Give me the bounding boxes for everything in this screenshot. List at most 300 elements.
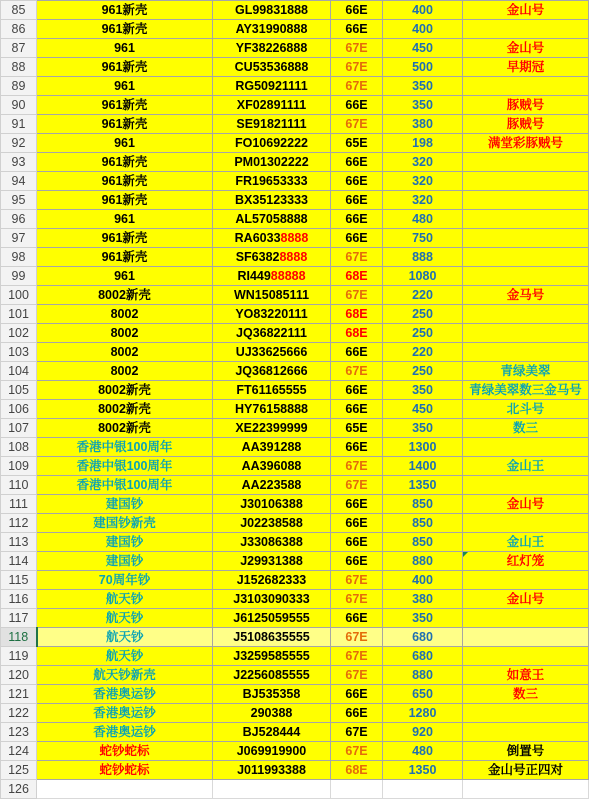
cell-grade[interactable]: 68E xyxy=(331,305,383,324)
table-row[interactable] xyxy=(1,552,589,571)
row-header[interactable]: 88 xyxy=(1,58,37,77)
cell-grade[interactable]: 67E xyxy=(331,457,383,476)
cell-serial[interactable] xyxy=(213,324,331,343)
row-header[interactable]: 121 xyxy=(1,685,37,704)
cell-note[interactable] xyxy=(463,647,589,666)
cell-price[interactable]: 1080 xyxy=(383,267,463,286)
cell-price[interactable]: 920 xyxy=(383,723,463,742)
cell-price[interactable]: 1300 xyxy=(383,438,463,457)
cell-type[interactable]: 961 xyxy=(37,210,213,229)
cell-serial[interactable] xyxy=(213,476,331,495)
row-header[interactable]: 98 xyxy=(1,248,37,267)
table-row[interactable] xyxy=(1,761,589,780)
cell-type[interactable]: 961新壳 xyxy=(37,153,213,172)
row-header[interactable]: 91 xyxy=(1,115,37,134)
cell-note[interactable]: 倒置号 xyxy=(463,742,589,761)
cell-price[interactable]: 880 xyxy=(383,552,463,571)
cell-type[interactable]: 961新壳 xyxy=(37,229,213,248)
cell-note[interactable]: 金山号 xyxy=(463,39,589,58)
row-header[interactable]: 101 xyxy=(1,305,37,324)
cell-note[interactable]: 豚贼号 xyxy=(463,96,589,115)
cell-serial[interactable] xyxy=(213,666,331,685)
cell-grade[interactable]: 66E xyxy=(331,514,383,533)
row-header[interactable]: 104 xyxy=(1,362,37,381)
cell-note[interactable]: 数三 xyxy=(463,419,589,438)
cell-type[interactable]: 961新壳 xyxy=(37,96,213,115)
cell-grade[interactable]: 67E xyxy=(331,666,383,685)
cell-note[interactable] xyxy=(463,172,589,191)
cell-type[interactable]: 航天钞新壳 xyxy=(37,666,213,685)
table-row[interactable] xyxy=(1,514,589,533)
row-header[interactable]: 114 xyxy=(1,552,37,571)
cell-grade[interactable]: 67E xyxy=(331,742,383,761)
table-row[interactable] xyxy=(1,457,589,476)
cell-grade[interactable]: 68E xyxy=(331,324,383,343)
cell-note[interactable]: 金山号 xyxy=(463,590,589,609)
cell-note[interactable] xyxy=(463,20,589,39)
cell-note[interactable] xyxy=(463,438,589,457)
table-row[interactable] xyxy=(1,419,589,438)
row-header[interactable]: 103 xyxy=(1,343,37,362)
cell-type[interactable]: 航天钞 xyxy=(37,647,213,666)
cell-note[interactable] xyxy=(463,267,589,286)
cell-note[interactable]: 早期冠 xyxy=(463,58,589,77)
cell-type[interactable]: 8002 xyxy=(37,305,213,324)
cell-price[interactable]: 220 xyxy=(383,343,463,362)
cell-note[interactable]: 金山号正四对 xyxy=(463,761,589,780)
table-row[interactable] xyxy=(1,115,589,134)
row-header[interactable]: 86 xyxy=(1,20,37,39)
cell-serial[interactable] xyxy=(213,571,331,590)
table-row[interactable] xyxy=(1,438,589,457)
cell-serial[interactable] xyxy=(213,723,331,742)
cell-grade[interactable]: 67E xyxy=(331,362,383,381)
cell-type[interactable]: 961新壳 xyxy=(37,1,213,20)
cell-serial[interactable] xyxy=(213,248,331,267)
row-header[interactable]: 85 xyxy=(1,1,37,20)
cell-note[interactable] xyxy=(463,77,589,96)
cell-serial[interactable] xyxy=(213,514,331,533)
row-header[interactable]: 109 xyxy=(1,457,37,476)
table-row[interactable] xyxy=(1,400,589,419)
cell-type[interactable]: 961 xyxy=(37,267,213,286)
cell-grade[interactable]: 66E xyxy=(331,20,383,39)
cell-price[interactable]: 250 xyxy=(383,324,463,343)
row-header[interactable]: 123 xyxy=(1,723,37,742)
cell-serial[interactable] xyxy=(213,58,331,77)
cell-note[interactable] xyxy=(463,343,589,362)
cell-note[interactable]: 满堂彩豚贼号 xyxy=(463,134,589,153)
cell-note[interactable] xyxy=(463,514,589,533)
cell-price[interactable]: 380 xyxy=(383,115,463,134)
row-header[interactable]: 106 xyxy=(1,400,37,419)
table-row[interactable] xyxy=(1,39,589,58)
cell-note[interactable] xyxy=(463,229,589,248)
table-row[interactable] xyxy=(1,533,589,552)
row-header[interactable]: 89 xyxy=(1,77,37,96)
row-header[interactable]: 108 xyxy=(1,438,37,457)
cell-grade[interactable]: 66E xyxy=(331,609,383,628)
table-row[interactable] xyxy=(1,305,589,324)
cell-note[interactable] xyxy=(463,609,589,628)
cell-note[interactable]: 豚贼号 xyxy=(463,115,589,134)
cell-price[interactable]: 320 xyxy=(383,191,463,210)
row-header[interactable]: 87 xyxy=(1,39,37,58)
row-header[interactable]: 120 xyxy=(1,666,37,685)
cell-grade[interactable]: 66E xyxy=(331,210,383,229)
cell-serial[interactable] xyxy=(213,191,331,210)
cell-price[interactable]: 480 xyxy=(383,210,463,229)
cell-serial[interactable] xyxy=(213,381,331,400)
cell-grade[interactable]: 67E xyxy=(331,628,383,647)
cell-type[interactable] xyxy=(37,780,213,799)
cell-grade[interactable]: 67E xyxy=(331,115,383,134)
table-row[interactable] xyxy=(1,134,589,153)
cell-price[interactable]: 350 xyxy=(383,609,463,628)
table-row[interactable] xyxy=(1,362,589,381)
row-header[interactable]: 126 xyxy=(1,780,37,799)
table-row[interactable] xyxy=(1,666,589,685)
cell-price[interactable]: 1350 xyxy=(383,476,463,495)
cell-grade[interactable]: 67E xyxy=(331,286,383,305)
cell-type[interactable]: 70周年钞 xyxy=(37,571,213,590)
cell-grade[interactable]: 67E xyxy=(331,571,383,590)
cell-type[interactable]: 961新壳 xyxy=(37,248,213,267)
cell-grade[interactable] xyxy=(331,780,383,799)
cell-note[interactable] xyxy=(463,780,589,799)
cell-grade[interactable]: 66E xyxy=(331,704,383,723)
cell-type[interactable]: 961新壳 xyxy=(37,191,213,210)
cell-grade[interactable]: 66E xyxy=(331,685,383,704)
row-header[interactable]: 118 xyxy=(1,628,37,647)
cell-serial[interactable] xyxy=(213,1,331,20)
row-header[interactable]: 111 xyxy=(1,495,37,514)
cell-serial[interactable] xyxy=(213,210,331,229)
cell-type[interactable]: 航天钞 xyxy=(37,590,213,609)
row-header[interactable]: 125 xyxy=(1,761,37,780)
cell-serial[interactable] xyxy=(213,153,331,172)
cell-grade[interactable]: 67E xyxy=(331,77,383,96)
cell-price[interactable]: 680 xyxy=(383,628,463,647)
cell-type[interactable]: 建国钞 xyxy=(37,533,213,552)
cell-grade[interactable]: 67E xyxy=(331,248,383,267)
cell-price[interactable]: 480 xyxy=(383,742,463,761)
cell-type[interactable]: 建国钞新壳 xyxy=(37,514,213,533)
row-header[interactable]: 112 xyxy=(1,514,37,533)
cell-type[interactable]: 航天钞 xyxy=(37,628,213,647)
cell-serial[interactable] xyxy=(213,533,331,552)
table-row[interactable] xyxy=(1,210,589,229)
table-row[interactable] xyxy=(1,324,589,343)
row-header[interactable]: 116 xyxy=(1,590,37,609)
cell-serial[interactable] xyxy=(213,39,331,58)
cell-serial[interactable] xyxy=(213,229,331,248)
row-header[interactable]: 99 xyxy=(1,267,37,286)
cell-type[interactable]: 建国钞 xyxy=(37,552,213,571)
cell-grade[interactable]: 66E xyxy=(331,96,383,115)
cell-serial[interactable] xyxy=(213,115,331,134)
row-header[interactable]: 96 xyxy=(1,210,37,229)
cell-note[interactable] xyxy=(463,476,589,495)
cell-note[interactable]: 北斗号 xyxy=(463,400,589,419)
cell-type[interactable]: 建国钞 xyxy=(37,495,213,514)
cell-grade[interactable]: 66E xyxy=(331,381,383,400)
table-row[interactable] xyxy=(1,476,589,495)
cell-grade[interactable]: 67E xyxy=(331,476,383,495)
cell-price[interactable]: 680 xyxy=(383,647,463,666)
cell-price[interactable]: 380 xyxy=(383,590,463,609)
cell-type[interactable]: 961新壳 xyxy=(37,115,213,134)
serial-text: PM01302222 xyxy=(234,155,309,169)
row-header[interactable]: 90 xyxy=(1,96,37,115)
cell-price[interactable]: 400 xyxy=(383,571,463,590)
serial-text: WN15085111 xyxy=(233,288,310,302)
cell-serial[interactable] xyxy=(213,438,331,457)
cell-grade[interactable]: 66E xyxy=(331,229,383,248)
cell-grade[interactable]: 66E xyxy=(331,400,383,419)
table-row[interactable] xyxy=(1,590,589,609)
cell-note[interactable]: 红灯笼 xyxy=(463,552,589,571)
cell-grade[interactable]: 66E xyxy=(331,533,383,552)
cell-serial[interactable] xyxy=(213,647,331,666)
table-row[interactable] xyxy=(1,248,589,267)
cell-note[interactable]: 金山王 xyxy=(463,457,589,476)
table-row[interactable] xyxy=(1,153,589,172)
row-header[interactable]: 122 xyxy=(1,704,37,723)
cell-type[interactable]: 航天钞 xyxy=(37,609,213,628)
cell-type[interactable]: 蛇钞蛇标 xyxy=(37,761,213,780)
cell-serial[interactable] xyxy=(213,419,331,438)
cell-price[interactable]: 450 xyxy=(383,39,463,58)
cell-note[interactable]: 金马号 xyxy=(463,286,589,305)
cell-serial[interactable] xyxy=(213,685,331,704)
cell-grade[interactable]: 67E xyxy=(331,58,383,77)
row-header[interactable]: 117 xyxy=(1,609,37,628)
table-row[interactable] xyxy=(1,704,589,723)
cell-price[interactable]: 320 xyxy=(383,172,463,191)
cell-serial[interactable] xyxy=(213,590,331,609)
cell-type[interactable]: 香港中银100周年 xyxy=(37,457,213,476)
table-row[interactable] xyxy=(1,96,589,115)
cell-serial[interactable] xyxy=(213,780,331,799)
row-header[interactable]: 97 xyxy=(1,229,37,248)
row-header[interactable]: 94 xyxy=(1,172,37,191)
cell-price[interactable]: 198 xyxy=(383,134,463,153)
cell-note[interactable]: 金山号 xyxy=(463,1,589,20)
cell-serial[interactable] xyxy=(213,267,331,286)
row-header[interactable]: 119 xyxy=(1,647,37,666)
row-header[interactable]: 110 xyxy=(1,476,37,495)
cell-serial[interactable] xyxy=(213,495,331,514)
cell-type[interactable]: 香港中银100周年 xyxy=(37,476,213,495)
cell-price[interactable]: 750 xyxy=(383,229,463,248)
cell-price[interactable]: 320 xyxy=(383,153,463,172)
cell-type[interactable]: 961新壳 xyxy=(37,172,213,191)
cell-note[interactable] xyxy=(463,153,589,172)
table-row[interactable] xyxy=(1,172,589,191)
cell-serial[interactable] xyxy=(213,742,331,761)
cell-note[interactable]: 金山号 xyxy=(463,495,589,514)
cell-note[interactable]: 数三 xyxy=(463,685,589,704)
cell-price[interactable]: 850 xyxy=(383,495,463,514)
cell-note[interactable]: 青绿美翠数三金马号 xyxy=(463,381,589,400)
cell-price[interactable]: 1400 xyxy=(383,457,463,476)
cell-note[interactable] xyxy=(463,571,589,590)
cell-serial[interactable] xyxy=(213,704,331,723)
cell-note[interactable] xyxy=(463,628,589,647)
table-row[interactable] xyxy=(1,609,589,628)
table-row[interactable] xyxy=(1,495,589,514)
row-header[interactable]: 113 xyxy=(1,533,37,552)
row-header[interactable]: 107 xyxy=(1,419,37,438)
table-row[interactable] xyxy=(1,77,589,96)
cell-type[interactable]: 961 xyxy=(37,39,213,58)
cell-price[interactable]: 1350 xyxy=(383,761,463,780)
row-header[interactable]: 102 xyxy=(1,324,37,343)
cell-serial[interactable] xyxy=(213,628,331,647)
cell-price[interactable]: 850 xyxy=(383,514,463,533)
cell-grade[interactable]: 66E xyxy=(331,191,383,210)
serial-text: HY76158888 xyxy=(235,402,308,416)
cell-price[interactable]: 650 xyxy=(383,685,463,704)
cell-type[interactable]: 香港奥运钞 xyxy=(37,685,213,704)
table-row[interactable] xyxy=(1,571,589,590)
cell-note[interactable]: 青绿美翠 xyxy=(463,362,589,381)
cell-note[interactable]: 金山王 xyxy=(463,533,589,552)
cell-type[interactable]: 8002新壳 xyxy=(37,419,213,438)
table-row[interactable] xyxy=(1,20,589,39)
table-row[interactable] xyxy=(1,723,589,742)
cell-type[interactable]: 蛇钞蛇标 xyxy=(37,742,213,761)
cell-grade[interactable]: 66E xyxy=(331,1,383,20)
cell-price[interactable]: 888 xyxy=(383,248,463,267)
table-row[interactable] xyxy=(1,742,589,761)
table-row[interactable] xyxy=(1,267,589,286)
table-row[interactable] xyxy=(1,628,589,647)
cell-grade[interactable]: 65E xyxy=(331,134,383,153)
cell-note[interactable] xyxy=(463,704,589,723)
table-row[interactable] xyxy=(1,381,589,400)
cell-serial[interactable] xyxy=(213,400,331,419)
table-row[interactable] xyxy=(1,647,589,666)
cell-grade[interactable]: 67E xyxy=(331,647,383,666)
cell-grade[interactable]: 68E xyxy=(331,267,383,286)
cell-serial[interactable] xyxy=(213,286,331,305)
cell-type[interactable]: 961 xyxy=(37,134,213,153)
table-row[interactable] xyxy=(1,685,589,704)
cell-grade[interactable]: 66E xyxy=(331,172,383,191)
cell-serial[interactable] xyxy=(213,20,331,39)
cell-grade[interactable]: 67E xyxy=(331,590,383,609)
cell-note[interactable] xyxy=(463,723,589,742)
cell-serial[interactable] xyxy=(213,96,331,115)
cell-type[interactable]: 8002新壳 xyxy=(37,400,213,419)
cell-grade[interactable]: 66E xyxy=(331,552,383,571)
table-row[interactable] xyxy=(1,780,589,799)
cell-serial[interactable] xyxy=(213,552,331,571)
table-row[interactable] xyxy=(1,229,589,248)
cell-type[interactable]: 8002新壳 xyxy=(37,286,213,305)
cell-note[interactable] xyxy=(463,210,589,229)
row-header[interactable]: 105 xyxy=(1,381,37,400)
cell-note[interactable] xyxy=(463,324,589,343)
row-header[interactable]: 115 xyxy=(1,571,37,590)
serial-text: JQ36822111 xyxy=(236,326,307,340)
row-header[interactable]: 124 xyxy=(1,742,37,761)
cell-price[interactable]: 350 xyxy=(383,381,463,400)
cell-grade[interactable]: 67E xyxy=(331,723,383,742)
cell-serial[interactable] xyxy=(213,172,331,191)
cell-serial[interactable] xyxy=(213,761,331,780)
cell-grade[interactable]: 66E xyxy=(331,153,383,172)
cell-note[interactable] xyxy=(463,305,589,324)
cell-price[interactable]: 350 xyxy=(383,77,463,96)
cell-note[interactable] xyxy=(463,191,589,210)
cell-serial[interactable] xyxy=(213,609,331,628)
cell-type[interactable]: 香港奥运钞 xyxy=(37,723,213,742)
cell-price[interactable]: 250 xyxy=(383,362,463,381)
serial-text: BJ535358 xyxy=(242,687,301,701)
row-header[interactable]: 93 xyxy=(1,153,37,172)
cell-type[interactable]: 香港奥运钞 xyxy=(37,704,213,723)
cell-type[interactable]: 香港中银100周年 xyxy=(37,438,213,457)
cell-grade[interactable]: 66E xyxy=(331,438,383,457)
cell-grade[interactable]: 67E xyxy=(331,39,383,58)
cell-price[interactable]: 400 xyxy=(383,1,463,20)
cell-price[interactable]: 220 xyxy=(383,286,463,305)
cell-serial[interactable] xyxy=(213,343,331,362)
cell-price[interactable]: 250 xyxy=(383,305,463,324)
table-row[interactable] xyxy=(1,286,589,305)
cell-price[interactable] xyxy=(383,780,463,799)
cell-serial[interactable] xyxy=(213,305,331,324)
cell-type[interactable]: 961新壳 xyxy=(37,58,213,77)
cell-price[interactable]: 880 xyxy=(383,666,463,685)
cell-price[interactable]: 500 xyxy=(383,58,463,77)
cell-grade[interactable]: 66E xyxy=(331,495,383,514)
row-header[interactable]: 95 xyxy=(1,191,37,210)
cell-type[interactable]: 8002 xyxy=(37,362,213,381)
table-row[interactable] xyxy=(1,1,589,20)
cell-price[interactable]: 400 xyxy=(383,20,463,39)
cell-grade[interactable]: 65E xyxy=(331,419,383,438)
cell-price[interactable]: 450 xyxy=(383,400,463,419)
cell-type[interactable]: 961 xyxy=(37,77,213,96)
serial-highlight-text: 8888 xyxy=(280,231,309,245)
row-header[interactable]: 100 xyxy=(1,286,37,305)
cell-serial[interactable] xyxy=(213,134,331,153)
cell-price[interactable]: 350 xyxy=(383,96,463,115)
table-row[interactable] xyxy=(1,58,589,77)
cell-note[interactable]: 如意王 xyxy=(463,666,589,685)
cell-serial[interactable] xyxy=(213,77,331,96)
cell-grade[interactable]: 66E xyxy=(331,343,383,362)
cell-price[interactable]: 1280 xyxy=(383,704,463,723)
cell-type[interactable]: 8002 xyxy=(37,324,213,343)
cell-type[interactable]: 8002新壳 xyxy=(37,381,213,400)
cell-serial[interactable] xyxy=(213,457,331,476)
row-header[interactable]: 92 xyxy=(1,134,37,153)
cell-price[interactable]: 850 xyxy=(383,533,463,552)
cell-serial[interactable] xyxy=(213,362,331,381)
table-row[interactable] xyxy=(1,191,589,210)
cell-price[interactable]: 350 xyxy=(383,419,463,438)
cell-note[interactable] xyxy=(463,248,589,267)
table-row[interactable] xyxy=(1,343,589,362)
cell-grade[interactable]: 68E xyxy=(331,761,383,780)
cell-type[interactable]: 961新壳 xyxy=(37,20,213,39)
cell-type[interactable]: 8002 xyxy=(37,343,213,362)
